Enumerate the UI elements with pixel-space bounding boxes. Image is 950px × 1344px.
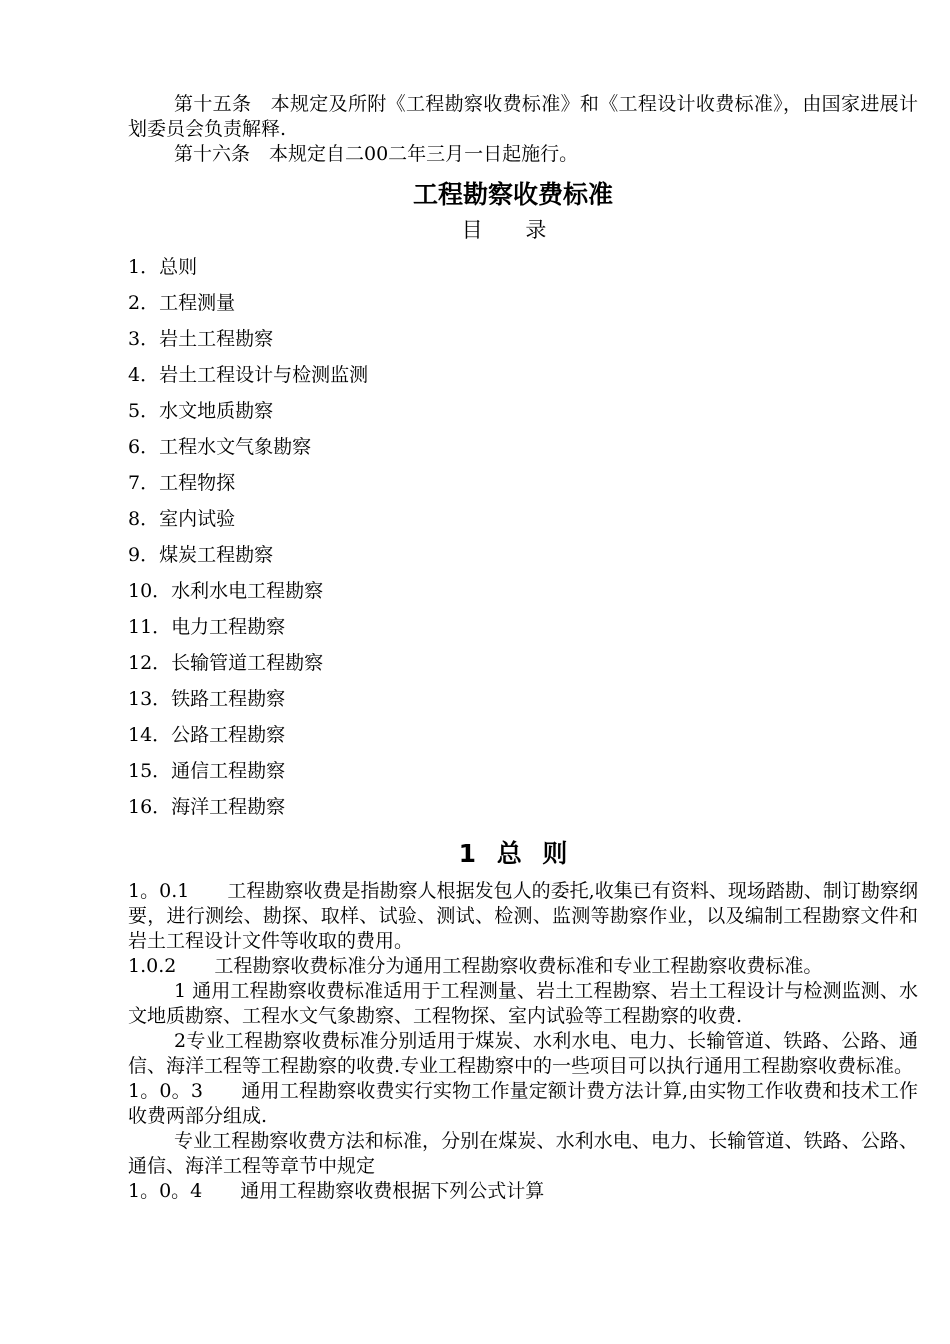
document-page xyxy=(128,92,918,1204)
toc-item: 12．长输管道工程勘察 xyxy=(128,652,324,674)
article-15: 第十五条 本规定及所附《工程勘察收费标准》和《工程设计收费标准》，由国家进展计划委员会负责解释. xyxy=(128,93,918,140)
toc-item: 3．岩土工程勘察 xyxy=(128,328,274,350)
section-heading: 1 总 则 xyxy=(458,839,568,868)
toc-item: 15．通信工程勘察 xyxy=(128,760,286,782)
clause-1-0-3: 1。0。3 通用工程勘察收费实行实物工作量定额计费方法计算,由实物工作收费和技术工作收费两部分组成. xyxy=(128,1080,918,1127)
document-title: 工程勘察收费标准 xyxy=(412,180,613,209)
toc-item: 11．电力工程勘察 xyxy=(128,616,286,638)
article-16: 第十六条 本规定自二00二年三月一日起施行。 xyxy=(174,143,579,165)
toc-item: 2．工程测量 xyxy=(128,292,236,314)
toc-item: 8．室内试验 xyxy=(128,508,236,530)
toc-item: 10．水利水电工程勘察 xyxy=(128,580,324,602)
toc-item: 14．公路工程勘察 xyxy=(128,724,286,746)
toc-item: 7．工程物探 xyxy=(128,472,236,494)
clause-1-0-3-note: 专业工程勘察收费方法和标准，分别在煤炭、水利水电、电力、长输管道、铁路、公路、通信、海洋工程等章节中规定 xyxy=(128,1130,918,1177)
toc-list xyxy=(128,249,918,825)
toc-heading: 目 录 xyxy=(461,218,565,242)
toc-item: 6．工程水文气象勘察 xyxy=(128,436,312,458)
toc-item: 4．岩土工程设计与检测监测 xyxy=(128,364,369,386)
toc-item: 5．水文地质勘察 xyxy=(128,400,274,422)
clause-1-0-4: 1。0。4 通用工程勘察收费根据下列公式计算 xyxy=(128,1180,545,1202)
toc-item: 16．海洋工程勘察 xyxy=(128,796,286,818)
clause-1-0-2-item-1: 1 通用工程勘察收费标准适用于工程测量、岩土工程勘察、岩土工程设计与检测监测、水文地质勘察、工程水文气象勘察、工程物探、室内试验等工程勘察的收费. xyxy=(128,980,918,1027)
toc-item: 13．铁路工程勘察 xyxy=(128,688,286,710)
clause-1-0-2-item-2: 2专业工程勘察收费标准分别适用于煤炭、水利水电、电力、长输管道、铁路、公路、通信、海洋工程等工程勘察的收费.专业工程勘察中的一些项目可以执行通用工程勘察收费标准。 xyxy=(128,1030,918,1077)
toc-item: 1．总则 xyxy=(128,256,198,278)
clause-1-0-2: 1.0.2 工程勘察收费标准分为通用工程勘察收费标准和专业工程勘察收费标准。 xyxy=(128,955,823,977)
toc-item: 9．煤炭工程勘察 xyxy=(128,544,274,566)
section-body xyxy=(128,879,918,1204)
clause-1-0-1: 1。0.1 工程勘察收费是指勘察人根据发包人的委托,收集已有资料、现场踏勘、制订勘察纲要，进行测绘、勘探、取样、试验、测试、检测、监测等勘察作业，以及编制工程勘察文件和岩土工程设计文件等收取的费用。 xyxy=(128,880,918,952)
